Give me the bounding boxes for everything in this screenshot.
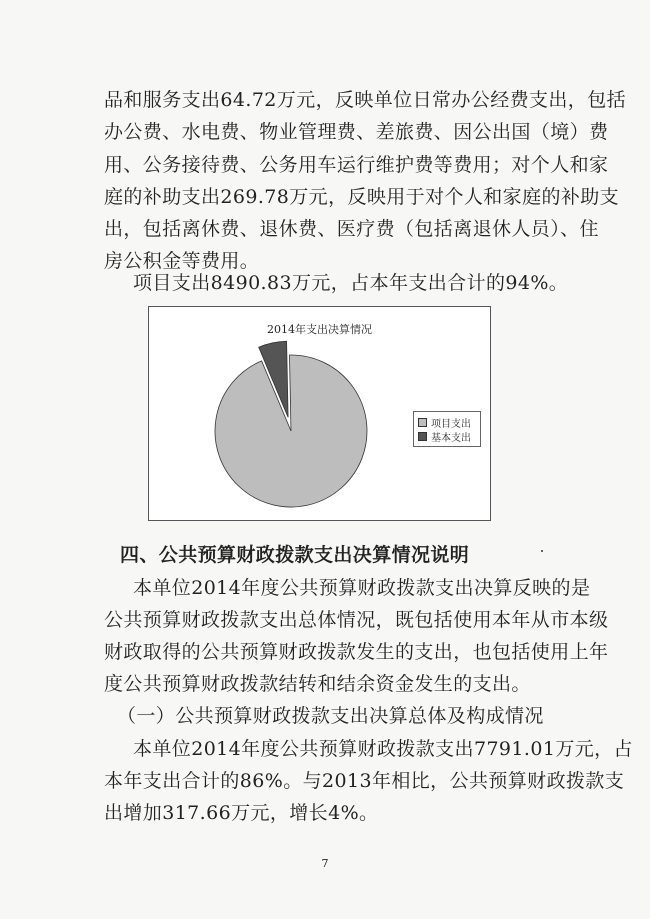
subsection-heading: （一）公共预算财政拨款支出决算总体及构成情况 — [117, 705, 544, 727]
paragraph-line: 办公费、水电费、物业管理费、差旅费、因公出国（境）费 — [104, 121, 609, 143]
chart-legend — [413, 411, 481, 447]
section-heading: 四、公共预算财政拨款支出决算情况说明 — [120, 544, 470, 566]
paragraph-line: 出，包括离休费、退休费、医疗费（包括离退休人员）、住 — [104, 218, 599, 240]
paragraph-line: 用、公务接待费、公务用车运行维护费等费用；对个人和家 — [104, 154, 609, 176]
project-expense-line: 项目支出8490.83万元，占本年支出合计的94%。 — [133, 272, 569, 294]
chart-title: 2014年支出决算情况 — [267, 323, 372, 336]
paragraph-line: 本单位2014年度公共预算财政拨款支出决算反映的是 — [133, 577, 591, 599]
legend-item-project — [418, 415, 476, 429]
paragraph-line: 财政取得的公共预算财政拨款发生的支出，也包括使用上年 — [104, 641, 609, 663]
paragraph-line: 品和服务支出64.72万元，反映单位日常办公经费支出，包括 — [104, 89, 626, 111]
paragraph-line: 出增加317.66万元，增长4%。 — [104, 802, 379, 824]
paragraph-line: 本单位2014年度公共预算财政拨款支出7791.01万元，占 — [133, 738, 633, 760]
pie-slice-project — [215, 355, 367, 507]
legend-swatch-basic — [418, 432, 427, 441]
paragraph-line: 公共预算财政拨款支出总体情况，既包括使用本年从市本级 — [104, 609, 609, 631]
stray-dot — [541, 550, 543, 552]
legend-label-project: 项目支出 — [431, 418, 471, 430]
legend-item-basic — [418, 429, 476, 443]
paragraph-line: 庭的补助支出269.78万元，反映用于对个人和家庭的补助支 — [104, 186, 620, 208]
paragraph-line: 房公积金等费用。 — [104, 250, 260, 272]
pie-chart — [148, 306, 491, 521]
paragraph-line: 本年支出合计的86%。与2013年相比，公共预算财政拨款支 — [104, 770, 625, 792]
legend-label-basic: 基本支出 — [431, 432, 471, 444]
paragraph-line: 度公共预算财政拨款结转和结余资金发生的支出。 — [104, 673, 531, 695]
page-number: 7 — [321, 857, 329, 870]
legend-swatch-project — [418, 418, 427, 427]
